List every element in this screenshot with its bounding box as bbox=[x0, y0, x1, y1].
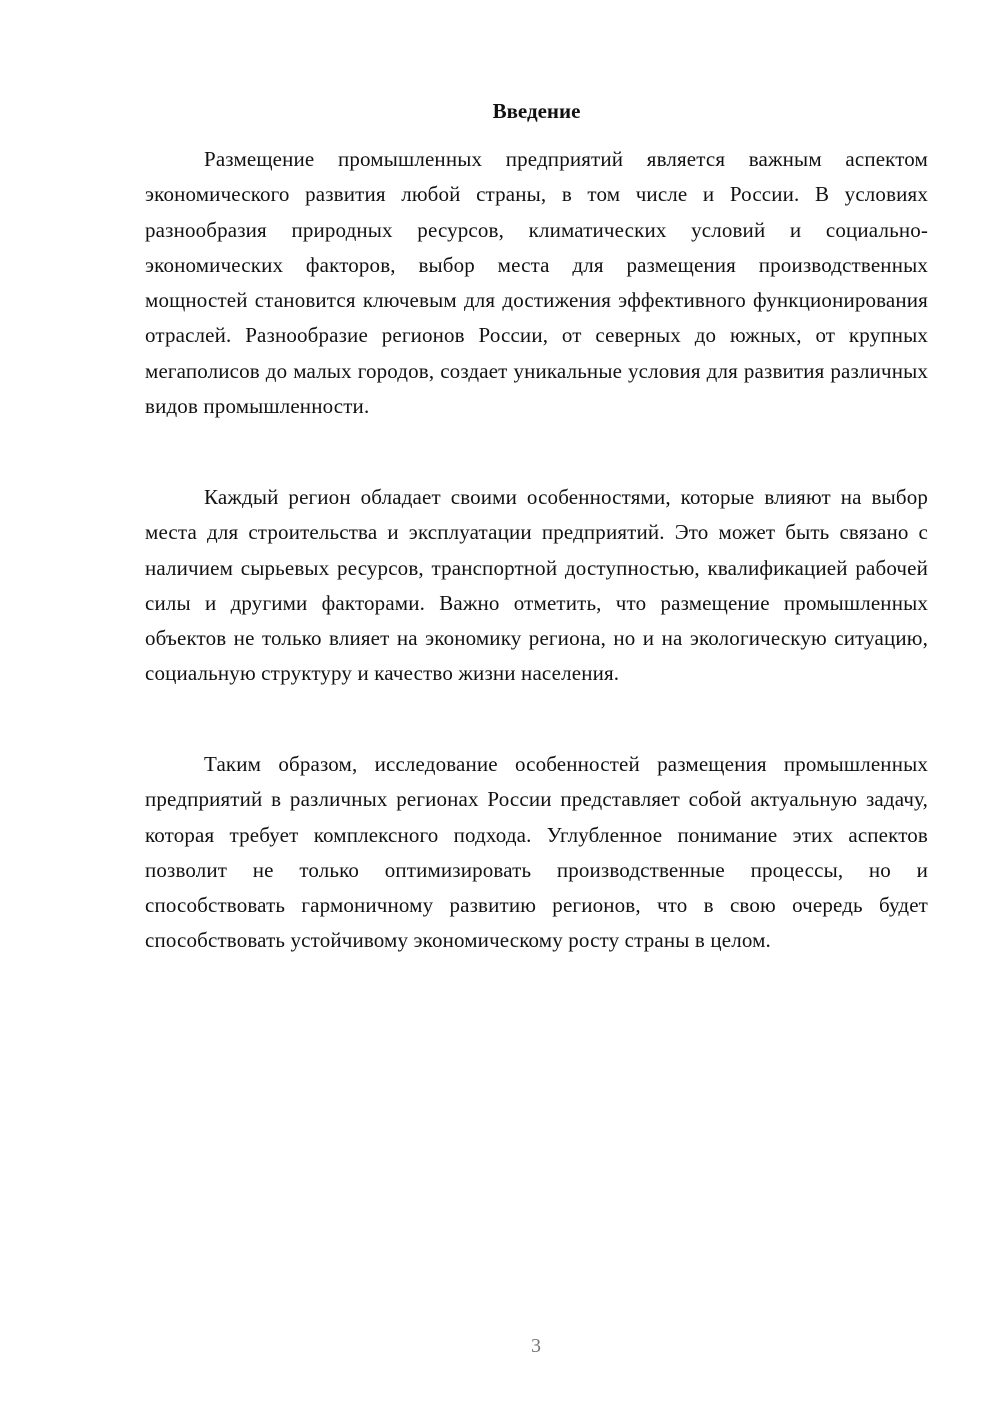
page-number: 3 bbox=[531, 1335, 541, 1357]
paragraph-2: Каждый регион обладает своими особенностями, которые влияют на выбор места для строительства и эксплуатации предприятий. Это может быть связано с наличием сырьевых ресурсов, транспортной доступностью, квалификацией рабочей силы и другими факторами. Важно отметить, что размещение промышленных объектов не только влияет на экономику региона, но и на экологическую ситуацию, социальную структуру и качество жизни населения. bbox=[145, 485, 928, 686]
section-title: Введение bbox=[492, 99, 581, 123]
paragraph-3: Таким образом, исследование особенностей размещения промышленных предприятий в различных регионах России представляет собой актуальную задачу, которая требует комплексного подхода. Углубленное понимание этих аспектов позволит не только оптимизировать производственные процессы, но и способствовать гармоничному развитию регионов, что в свою очередь будет способствовать устойчивому экономическому росту страны в целом. bbox=[145, 752, 928, 953]
paragraph-1: Размещение промышленных предприятий является важным аспектом экономического развития любой страны, в том числе и России. В условиях разнообразия природных ресурсов, климатических условий и социально-экономических факторов, выбор места для размещения производственных мощностей становится ключевым для достижения эффективного функционирования отраслей. Разнообразие регионов России, от северных до южных, от крупных мегаполисов до малых городов, создает уникальные условия для развития различных видов промышленности. bbox=[145, 147, 928, 419]
